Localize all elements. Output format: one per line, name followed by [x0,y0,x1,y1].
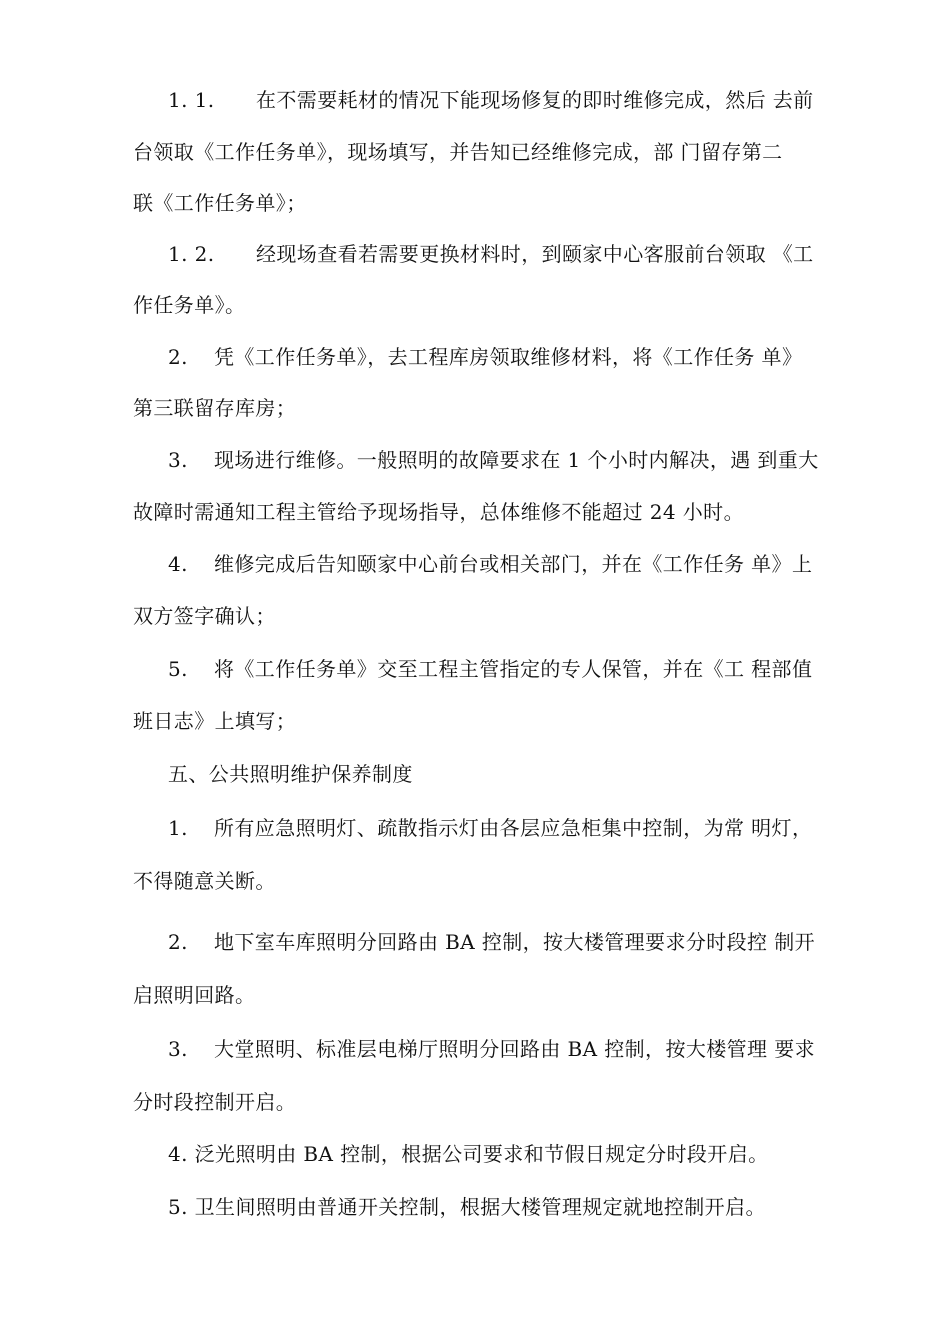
item-number: 1. 1. [168,88,215,112]
paragraph-line: 台领取《工作任务单》，现场填写，并告知已经维修完成，部 门留存第二 [133,140,783,164]
paragraph-line: 联《工作任务单》； [133,191,307,215]
item-number: 2. [168,345,188,369]
paragraph-line [168,446,819,474]
paragraph-line: 不得随意关断。 [133,869,276,893]
item-text: 将《工作任务单》交至工程主管指定的专人保管，并在《工 程部值 [214,657,813,681]
paragraph-line: 启照明回路。 [133,983,256,1007]
paragraph-line [168,240,814,268]
item-number: 1. [168,816,188,840]
paragraph-line: 双方签字确认； [133,604,276,628]
item-number: 2. [168,930,188,954]
item-text: 现场进行维修。一般照明的故障要求在 1 个小时内解决，遇 到重大 [214,448,819,472]
paragraph-line [168,550,812,578]
paragraph-line [168,1035,815,1063]
item-text: 维修完成后告知颐家中心前台或相关部门，并在《工作任务 单》上 [214,552,813,576]
paragraph-line: 第三联留存库房； [133,396,297,420]
item-text: 在不需要耗材的情况下能现场修复的即时维修完成，然后 去前 [256,88,814,112]
item-number: 1. 2. [168,242,215,266]
paragraph-line [168,86,814,114]
paragraph-line: 5. 卫生间照明由普通开关控制，根据大楼管理规定就地控制开启。 [168,1195,766,1219]
paragraph-line [168,814,812,842]
section-heading: 五、公共照明维护保养制度 [168,762,413,786]
item-number: 5. [168,657,188,681]
item-text: 地下室车库照明分回路由 BA 控制，按大楼管理要求分时段控 制开 [214,930,816,954]
paragraph-line [168,343,802,371]
item-text: 经现场查看若需要更换材料时，到颐家中心客服前台领取 《工 [256,242,814,266]
item-text: 所有应急照明灯、疏散指示灯由各层应急柜集中控制，为常 明灯， [214,816,813,840]
paragraph-line [168,655,812,683]
paragraph-line: 班日志》上填写； [133,709,297,733]
paragraph-line: 故障时需通知工程主管给予现场指导，总体维修不能超过 24 小时。 [133,500,744,524]
paragraph-line [168,928,815,956]
item-number: 3. [168,1037,188,1061]
paragraph-line: 作任务单》。 [133,293,246,317]
item-number: 4. [168,552,188,576]
item-text: 大堂照明、标准层电梯厅照明分回路由 BA 控制，按大楼管理 要求 [214,1037,816,1061]
paragraph-line: 4. 泛光照明由 BA 控制，根据公司要求和节假日规定分时段开启。 [168,1142,769,1166]
paragraph-line: 分时段控制开启。 [133,1090,297,1114]
item-number: 3. [168,448,188,472]
item-text: 凭《工作任务单》，去工程库房领取维修材料，将《工作任务 单》 [214,345,803,369]
